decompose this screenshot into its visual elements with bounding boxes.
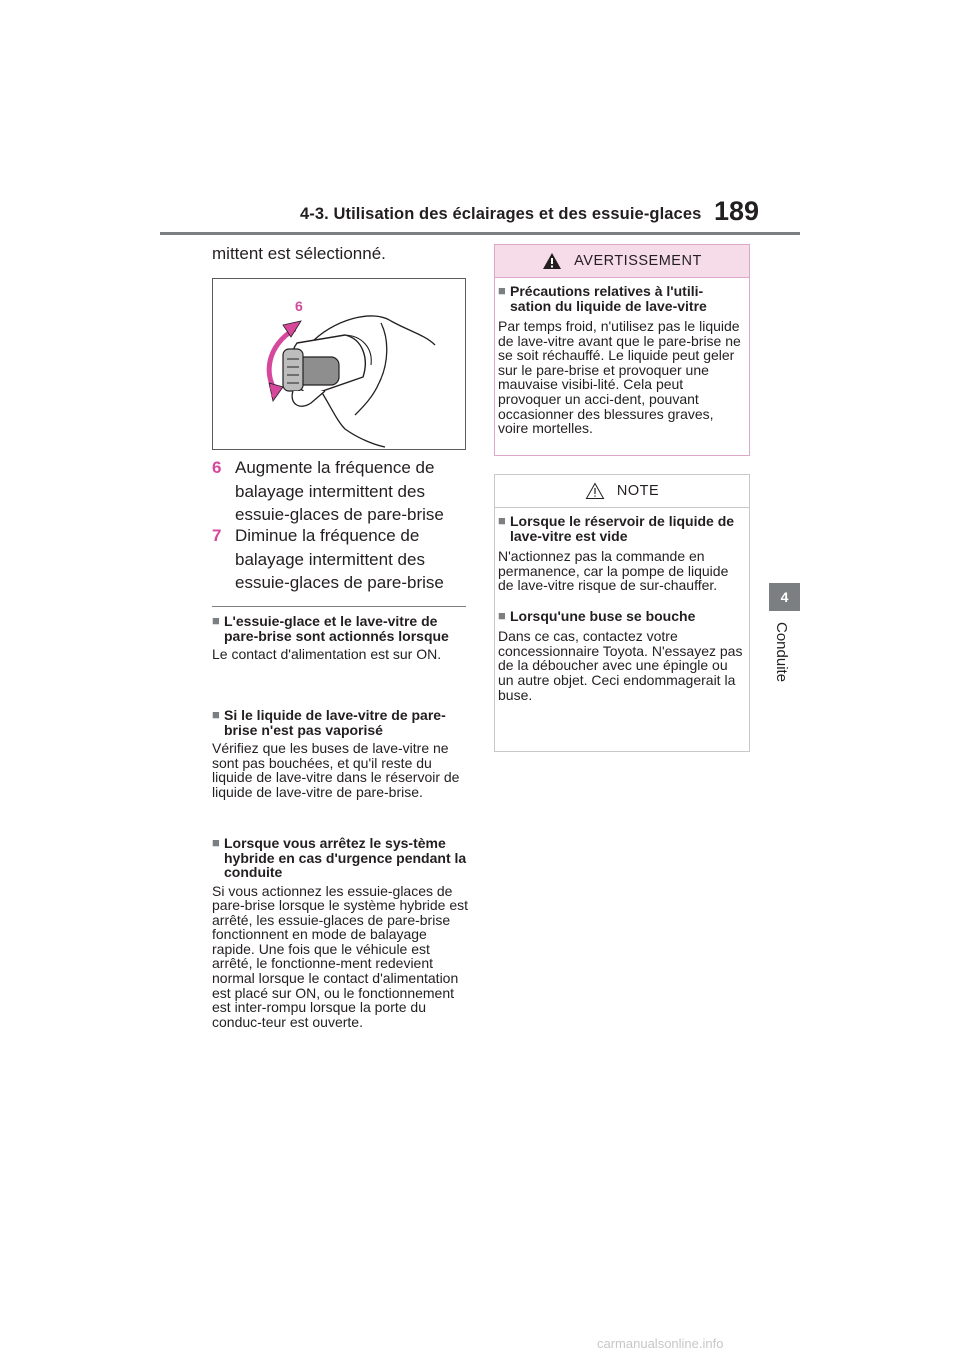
info-section [212,614,468,662]
section-heading: ■ L'essuie-glace et le lave-vitre de pare-brise sont actionnés lorsque [212,613,449,644]
note-body: Dans ce cas, contactez votre concessionnaire Toyota. N'essayez pas de la déboucher avec une épingle ou un autre objet. Ceci endommagerait la buse. [498,628,743,703]
square-bullet-icon: ■ [498,513,506,528]
step-7 [212,524,470,595]
warning-triangle-icon [542,252,562,270]
figure-label-7: 7 [269,384,277,400]
step-number: 6 [212,458,222,477]
step-number: 7 [212,526,222,545]
info-section [212,836,468,1029]
caution-triangle-icon [585,482,605,500]
intro-text: mittent est sélectionné. [212,244,386,263]
section-body: Si vous actionnez les essuie-glaces de pare-brise lorsque le système hybride est arrêté, les essuie-glaces de pare-brise fonctionnent en mode de balayage rapide. Une fois que le véhicule est arrêté, le fonctionne-ment redevient normal lorsque le contact d'alimentation est placé sur ON, ou le fonctionnement est inter-rompu lorsque la porte du conduc-teur est ouverte. [212,882,469,1030]
wiper-switch-illustration [212,278,466,450]
section-heading: ■ Lorsque vous arrêtez le sys-tème hybride en cas d'urgence pendant la conduite [212,835,467,880]
figure-label-6: 6 [295,298,303,314]
warning-body: Par temps froid, n'utilisez pas le liquide de lave-vitre avant que le pare-brise ne se soit réchauffé. Le liquide peut geler sur le pare-brise et provoquer une mauvaise visibi-lité. Cela peut provoquer un acci-dent, pouvant occasionner des blessures graves, voire mortelles. [498,318,741,437]
hand-lever-drawing [213,279,465,449]
section-heading: ■ Si le liquide de lave-vitre de pare-brise n'est pas vaporisé [212,707,446,738]
warning-heading: AVERTISSEMENT [574,253,702,269]
warning-title: ■ Précautions relatives à l'utili-sation du liquide de lave-vitre [498,283,707,314]
note-header [495,475,749,508]
square-bullet-icon: ■ [498,607,506,623]
page-number: 189 [714,196,760,226]
warning-header [495,245,749,278]
section-body: Le contact d'alimentation est sur ON. [212,646,442,662]
square-bullet-icon: ■ [212,613,220,628]
note-title: ■ Lorsqu'une buse se bouche [498,607,696,624]
note-heading: NOTE [616,483,660,499]
section-title: 4-3. Utilisation des éclairages et des essuie-glaces [300,205,702,223]
warning-box [494,244,750,456]
chapter-tab: 4 [769,583,800,611]
section-divider [212,606,466,607]
note-title: ■ Lorsque le réservoir de liquide de lave-vitre est vide [498,513,735,544]
note-box [494,474,750,752]
header-divider [160,232,800,235]
step-text: Augmente la fréquence de balayage intermittent des essuie-glaces de pare-brise [235,458,444,524]
square-bullet-icon: ■ [212,835,220,850]
note-body: N'actionnez pas la commande en permanence, car la pompe de liquide de lave-vitre risque de sur-chauffer. [498,548,729,594]
info-section [212,708,468,799]
footer-watermark: carmanualsonline.info [597,1336,724,1351]
step-6 [212,456,470,527]
square-bullet-icon: ■ [212,707,220,722]
step-text: Diminue la fréquence de balayage intermittent des essuie-glaces de pare-brise [235,526,444,592]
chapter-label: Conduite [773,622,790,683]
square-bullet-icon: ■ [498,283,506,298]
section-body: Vérifiez que les buses de lave-vitre ne sont pas bouchées, et qu'il reste du liquide de lave-vitre dans le réservoir de liquide de lave-vitre de pare-brise. [212,740,460,800]
